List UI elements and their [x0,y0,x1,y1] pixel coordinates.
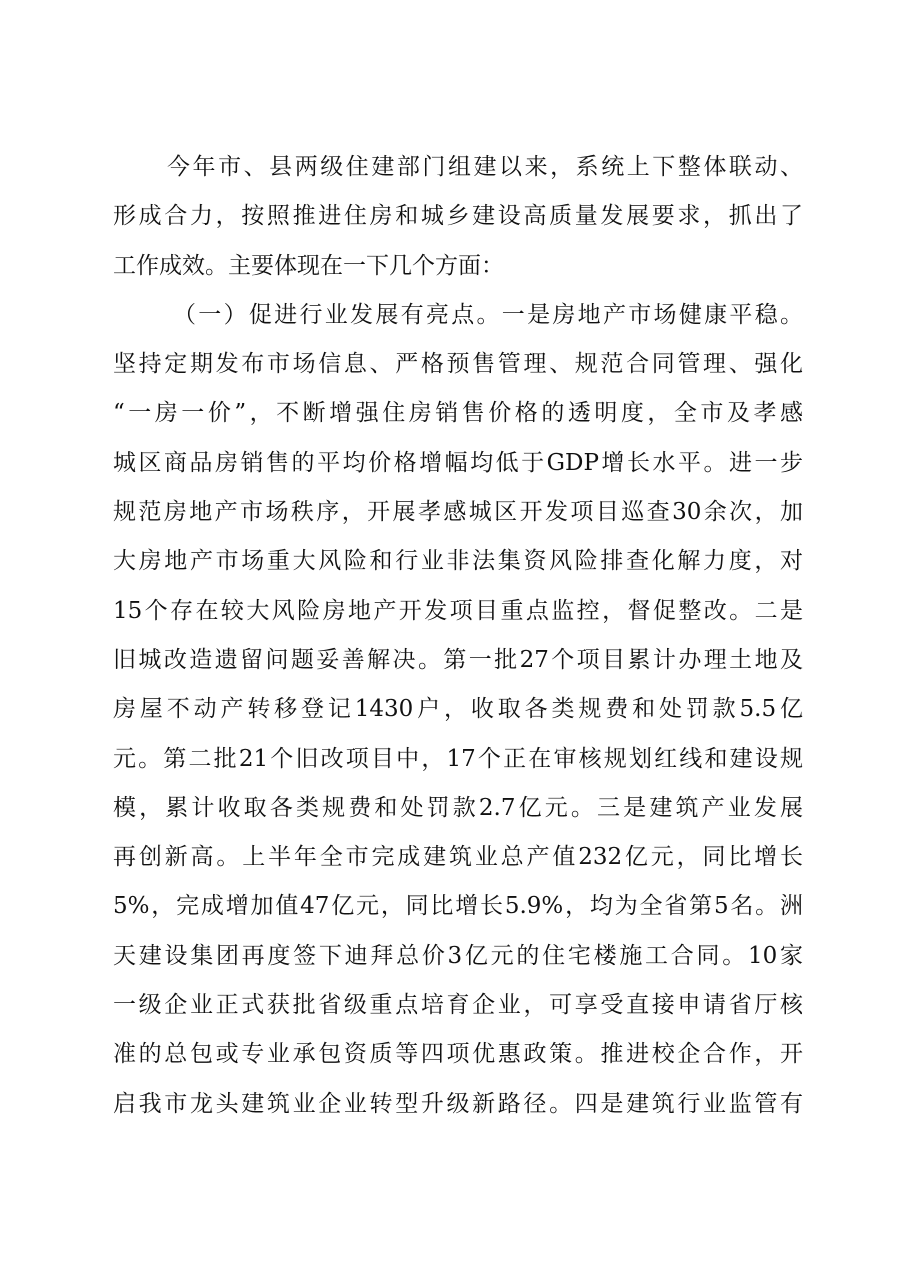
paragraph-2-line-8: 旧城改造遗留问题妥善解决。第一批27个项目累计办理土地及 [113,646,803,673]
paragraph-2-line-13: 5%，完成增加值47亿元，同比增长5.9%，均为全省第5名。洲 [113,893,803,920]
paragraph-2-line-9: 房屋不动产转移登记1430户，收取各类规费和处罚款5.5亿 [113,696,803,723]
paragraph-2-line-4: 城区商品房销售的平均价格增幅均低于GDP增长水平。进一步 [113,449,803,476]
paragraph-2-line-16: 准的总包或专业承包资质等四项优惠政策。推进校企合作，开 [113,1041,803,1068]
paragraph-2-line-5: 规范房地产市场秩序，开展孝感城区开发项目巡查30余次，加 [113,499,803,526]
paragraph-2-line-12: 再创新高。上半年全市完成建筑业总产值232亿元，同比增长 [113,844,803,871]
paragraph-2-line-11: 模，累计收取各类规费和处罚款2.7亿元。三是建筑产业发展 [113,794,803,821]
paragraph-1-line-3: 工作成效。主要体现在一下几个方面： [113,252,504,279]
paragraph-2-line-3: “一房一价”，不断增强住房销售价格的透明度，全市及孝感 [113,400,803,427]
paragraph-2-line-14: 天建设集团再度签下迪拜总价3亿元的住宅楼施工合同。10家 [113,942,803,969]
paragraph-2-line-7: 15个存在较大风险房地产开发项目重点监控，督促整改。二是 [113,597,803,624]
paragraph-2-line-15: 一级企业正式获批省级重点培育企业，可享受直接申请省厅核 [113,992,803,1019]
paragraph-2-line-17: 启我市龙头建筑业企业转型升级新路径。四是建筑行业监管有 [113,1090,803,1117]
paragraph-2-line-1: （一）促进行业发展有亮点。一是房地产市场健康平稳。 [173,301,803,328]
paragraph-1-line-2: 形成合力，按照推进住房和城乡建设高质量发展要求，抓出了 [113,203,803,230]
body-text [113,143,803,1129]
paragraph-2-line-6: 大房地产市场重大风险和行业非法集资风险排查化解力度，对 [113,548,803,575]
paragraph-2-line-10: 元。第二批21个旧改项目中，17个正在审核规划红线和建设规 [113,745,803,772]
paragraph-2-line-2: 坚持定期发布市场信息、严格预售管理、规范合同管理、强化 [113,351,803,378]
paragraph-1-line-1: 今年市、县两级住建部门组建以来，系统上下整体联动、 [167,154,803,180]
